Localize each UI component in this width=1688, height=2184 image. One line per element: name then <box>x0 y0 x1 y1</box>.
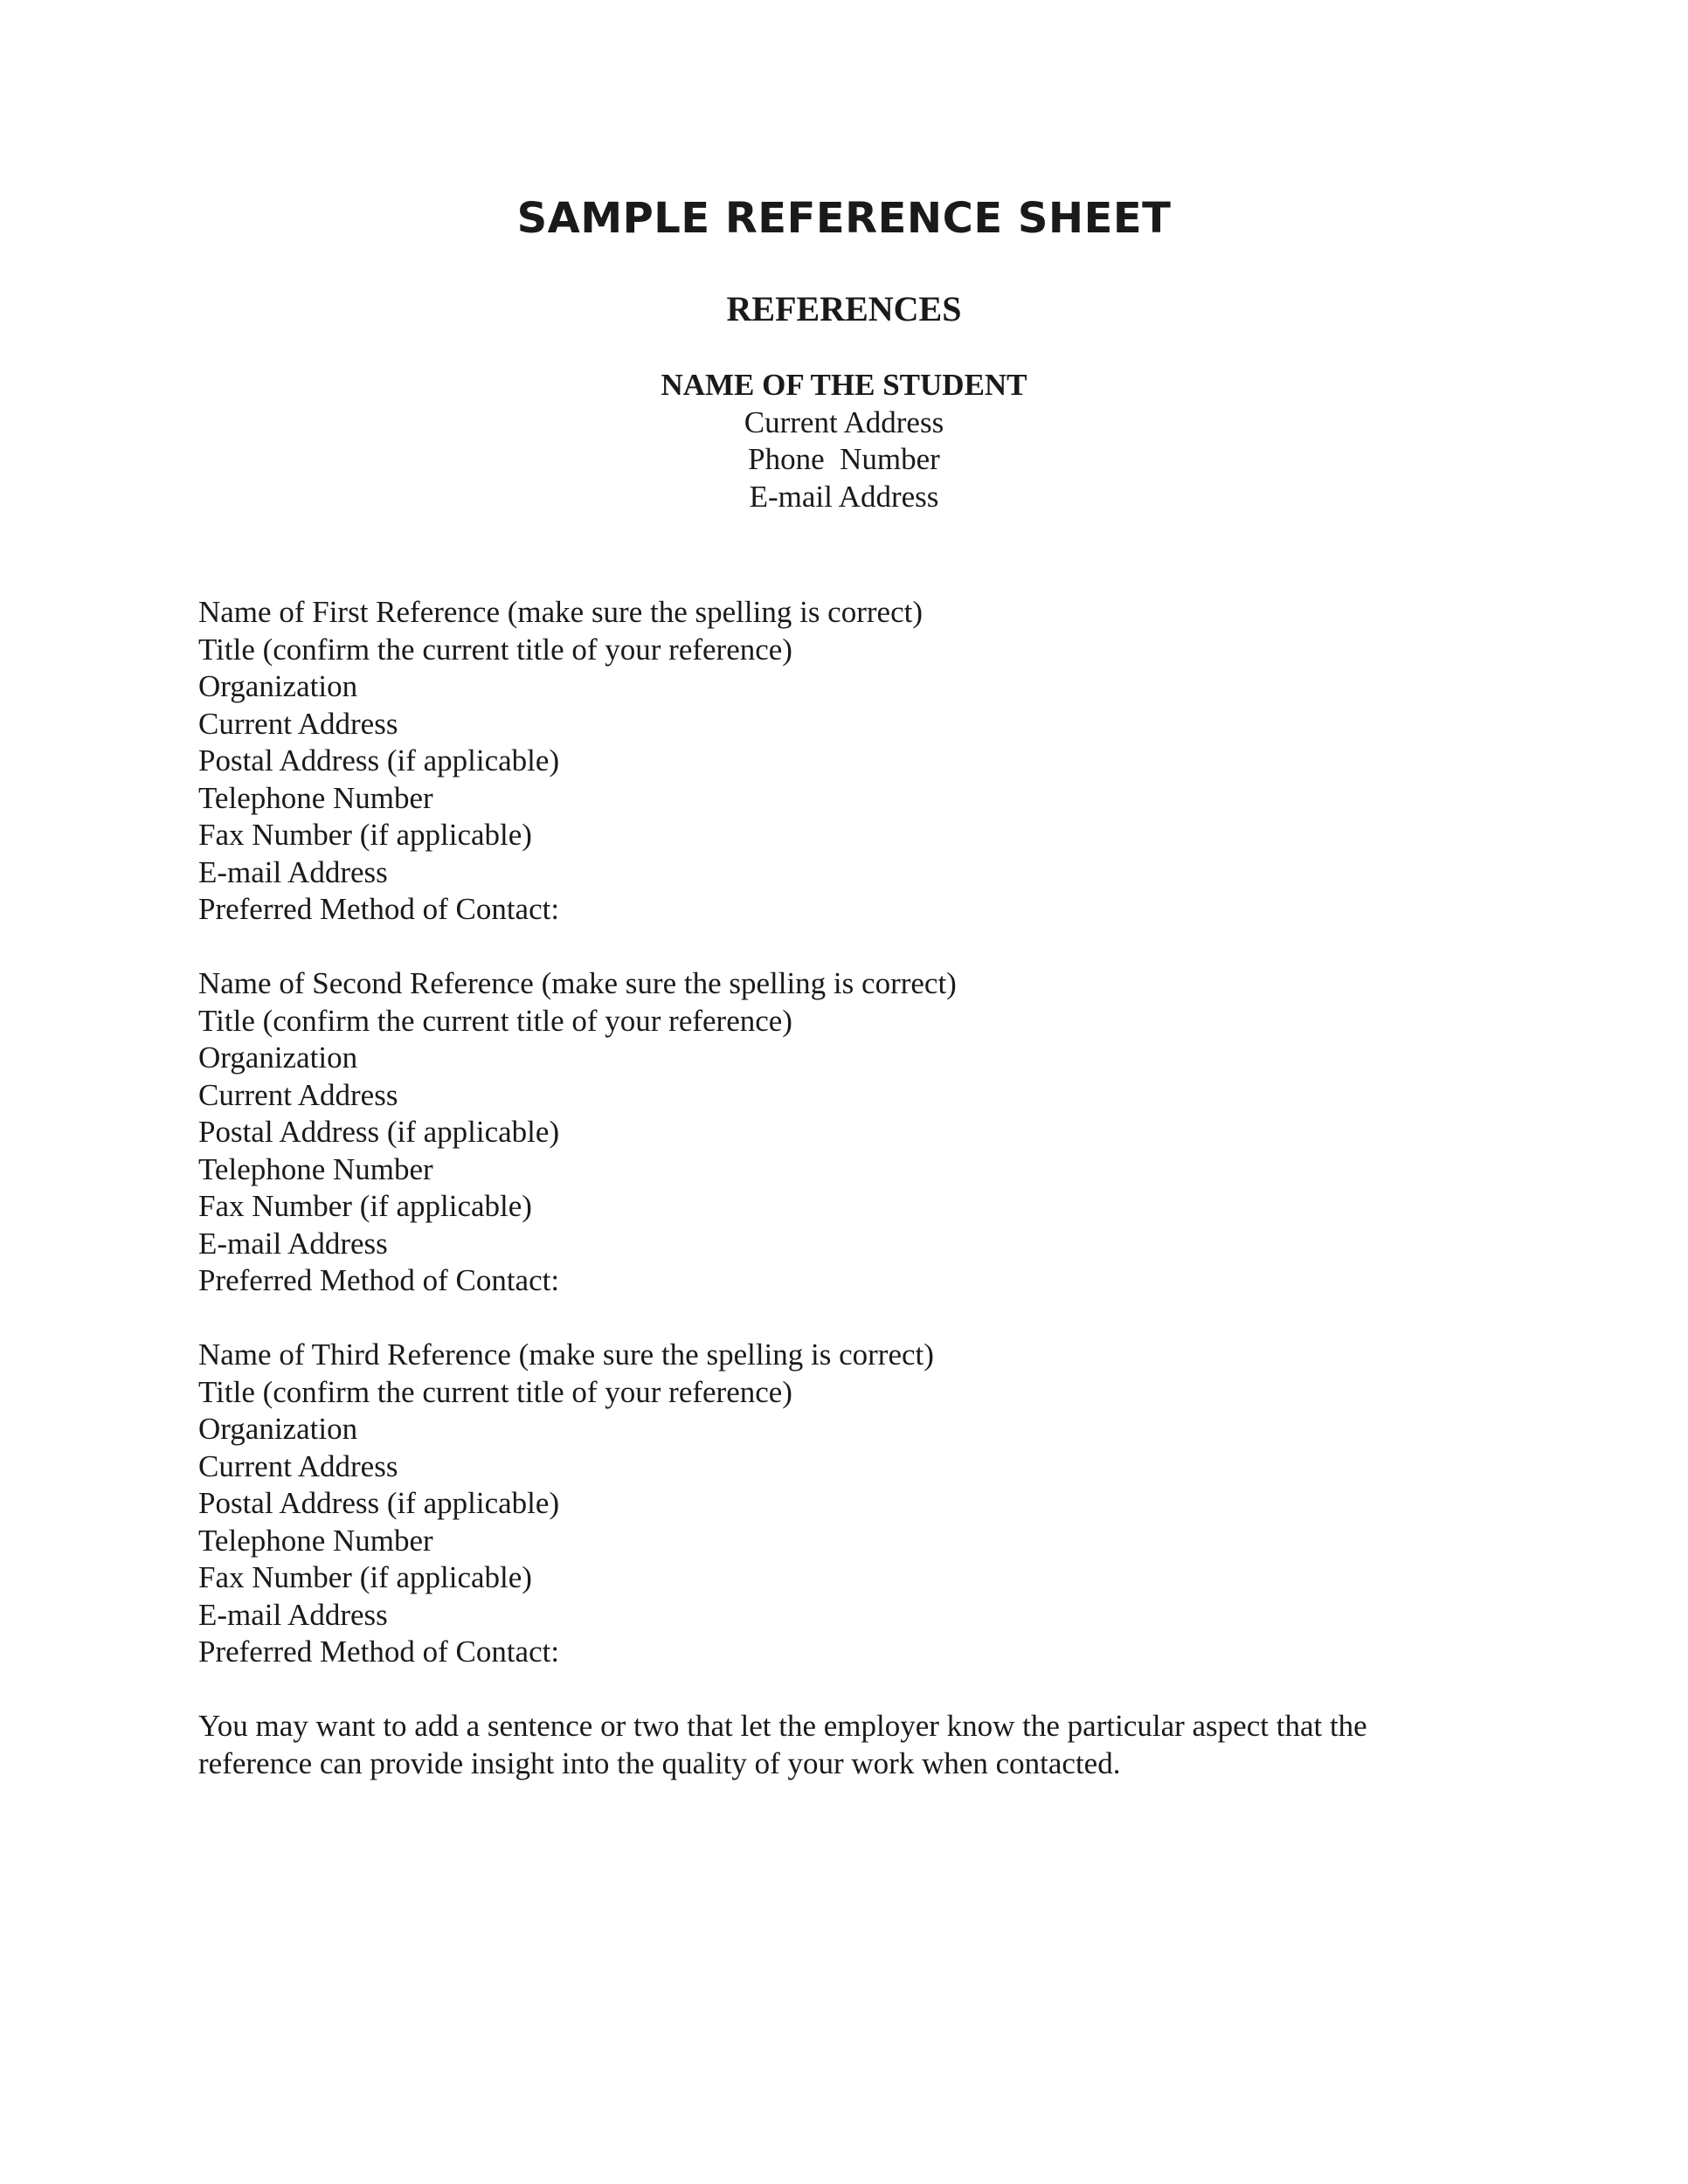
reference-title-line: Title (confirm the current title of your reference) <box>198 632 792 667</box>
reference-contact-method-line: Preferred Method of Contact: <box>198 892 560 926</box>
reference-fax-line: Fax Number (if applicable) <box>198 1189 532 1223</box>
reference-organization-line: Organization <box>198 1040 358 1075</box>
reference-block-first <box>198 594 1509 929</box>
reference-organization-line: Organization <box>198 669 358 703</box>
reference-telephone-line: Telephone Number <box>198 1523 433 1558</box>
reference-email-line: E-mail Address <box>198 854 388 889</box>
reference-postal-line: Postal Address (if applicable) <box>198 743 560 778</box>
reference-contact-method-line: Preferred Method of Contact: <box>198 1263 560 1297</box>
student-address: Current Address <box>744 404 944 439</box>
reference-name-line: Name of Second Reference (make sure the spelling is correct) <box>198 966 957 1000</box>
reference-title-line: Title (confirm the current title of your reference) <box>198 1374 792 1409</box>
reference-block-second <box>198 965 1509 1300</box>
reference-name-line: Name of First Reference (make sure the spelling is correct) <box>198 595 923 629</box>
reference-contact-method-line: Preferred Method of Contact: <box>198 1635 560 1669</box>
student-phone: Phone Number <box>748 442 940 476</box>
reference-address-line: Current Address <box>198 706 398 741</box>
reference-postal-line: Postal Address (if applicable) <box>198 1115 560 1149</box>
document-title: SAMPLE REFERENCE SHEET <box>516 194 1172 243</box>
reference-address-line: Current Address <box>198 1077 398 1112</box>
reference-email-line: E-mail Address <box>198 1597 388 1632</box>
reference-email-line: E-mail Address <box>198 1226 388 1261</box>
reference-fax-line: Fax Number (if applicable) <box>198 1560 532 1594</box>
student-contact-block <box>0 367 1688 515</box>
reference-block-third <box>198 1337 1509 1671</box>
reference-name-line: Name of Third Reference (make sure the spelling is correct) <box>198 1337 934 1372</box>
reference-telephone-line: Telephone Number <box>198 1151 433 1186</box>
student-name: NAME OF THE STUDENT <box>661 368 1027 402</box>
reference-telephone-line: Telephone Number <box>198 780 433 815</box>
references-list <box>198 594 1509 1782</box>
student-email: E-mail Address <box>749 479 939 514</box>
section-heading: REFERENCES <box>726 289 962 328</box>
reference-organization-line: Organization <box>198 1412 358 1446</box>
reference-title-line: Title (confirm the current title of your reference) <box>198 1003 792 1038</box>
closing-note: You may want to add a sentence or two that let the employer know the particular aspect that the reference can provide insight into the quality of your work when contacted. <box>198 1709 1367 1780</box>
reference-postal-line: Postal Address (if applicable) <box>198 1486 560 1520</box>
reference-address-line: Current Address <box>198 1448 398 1483</box>
reference-fax-line: Fax Number (if applicable) <box>198 818 532 852</box>
